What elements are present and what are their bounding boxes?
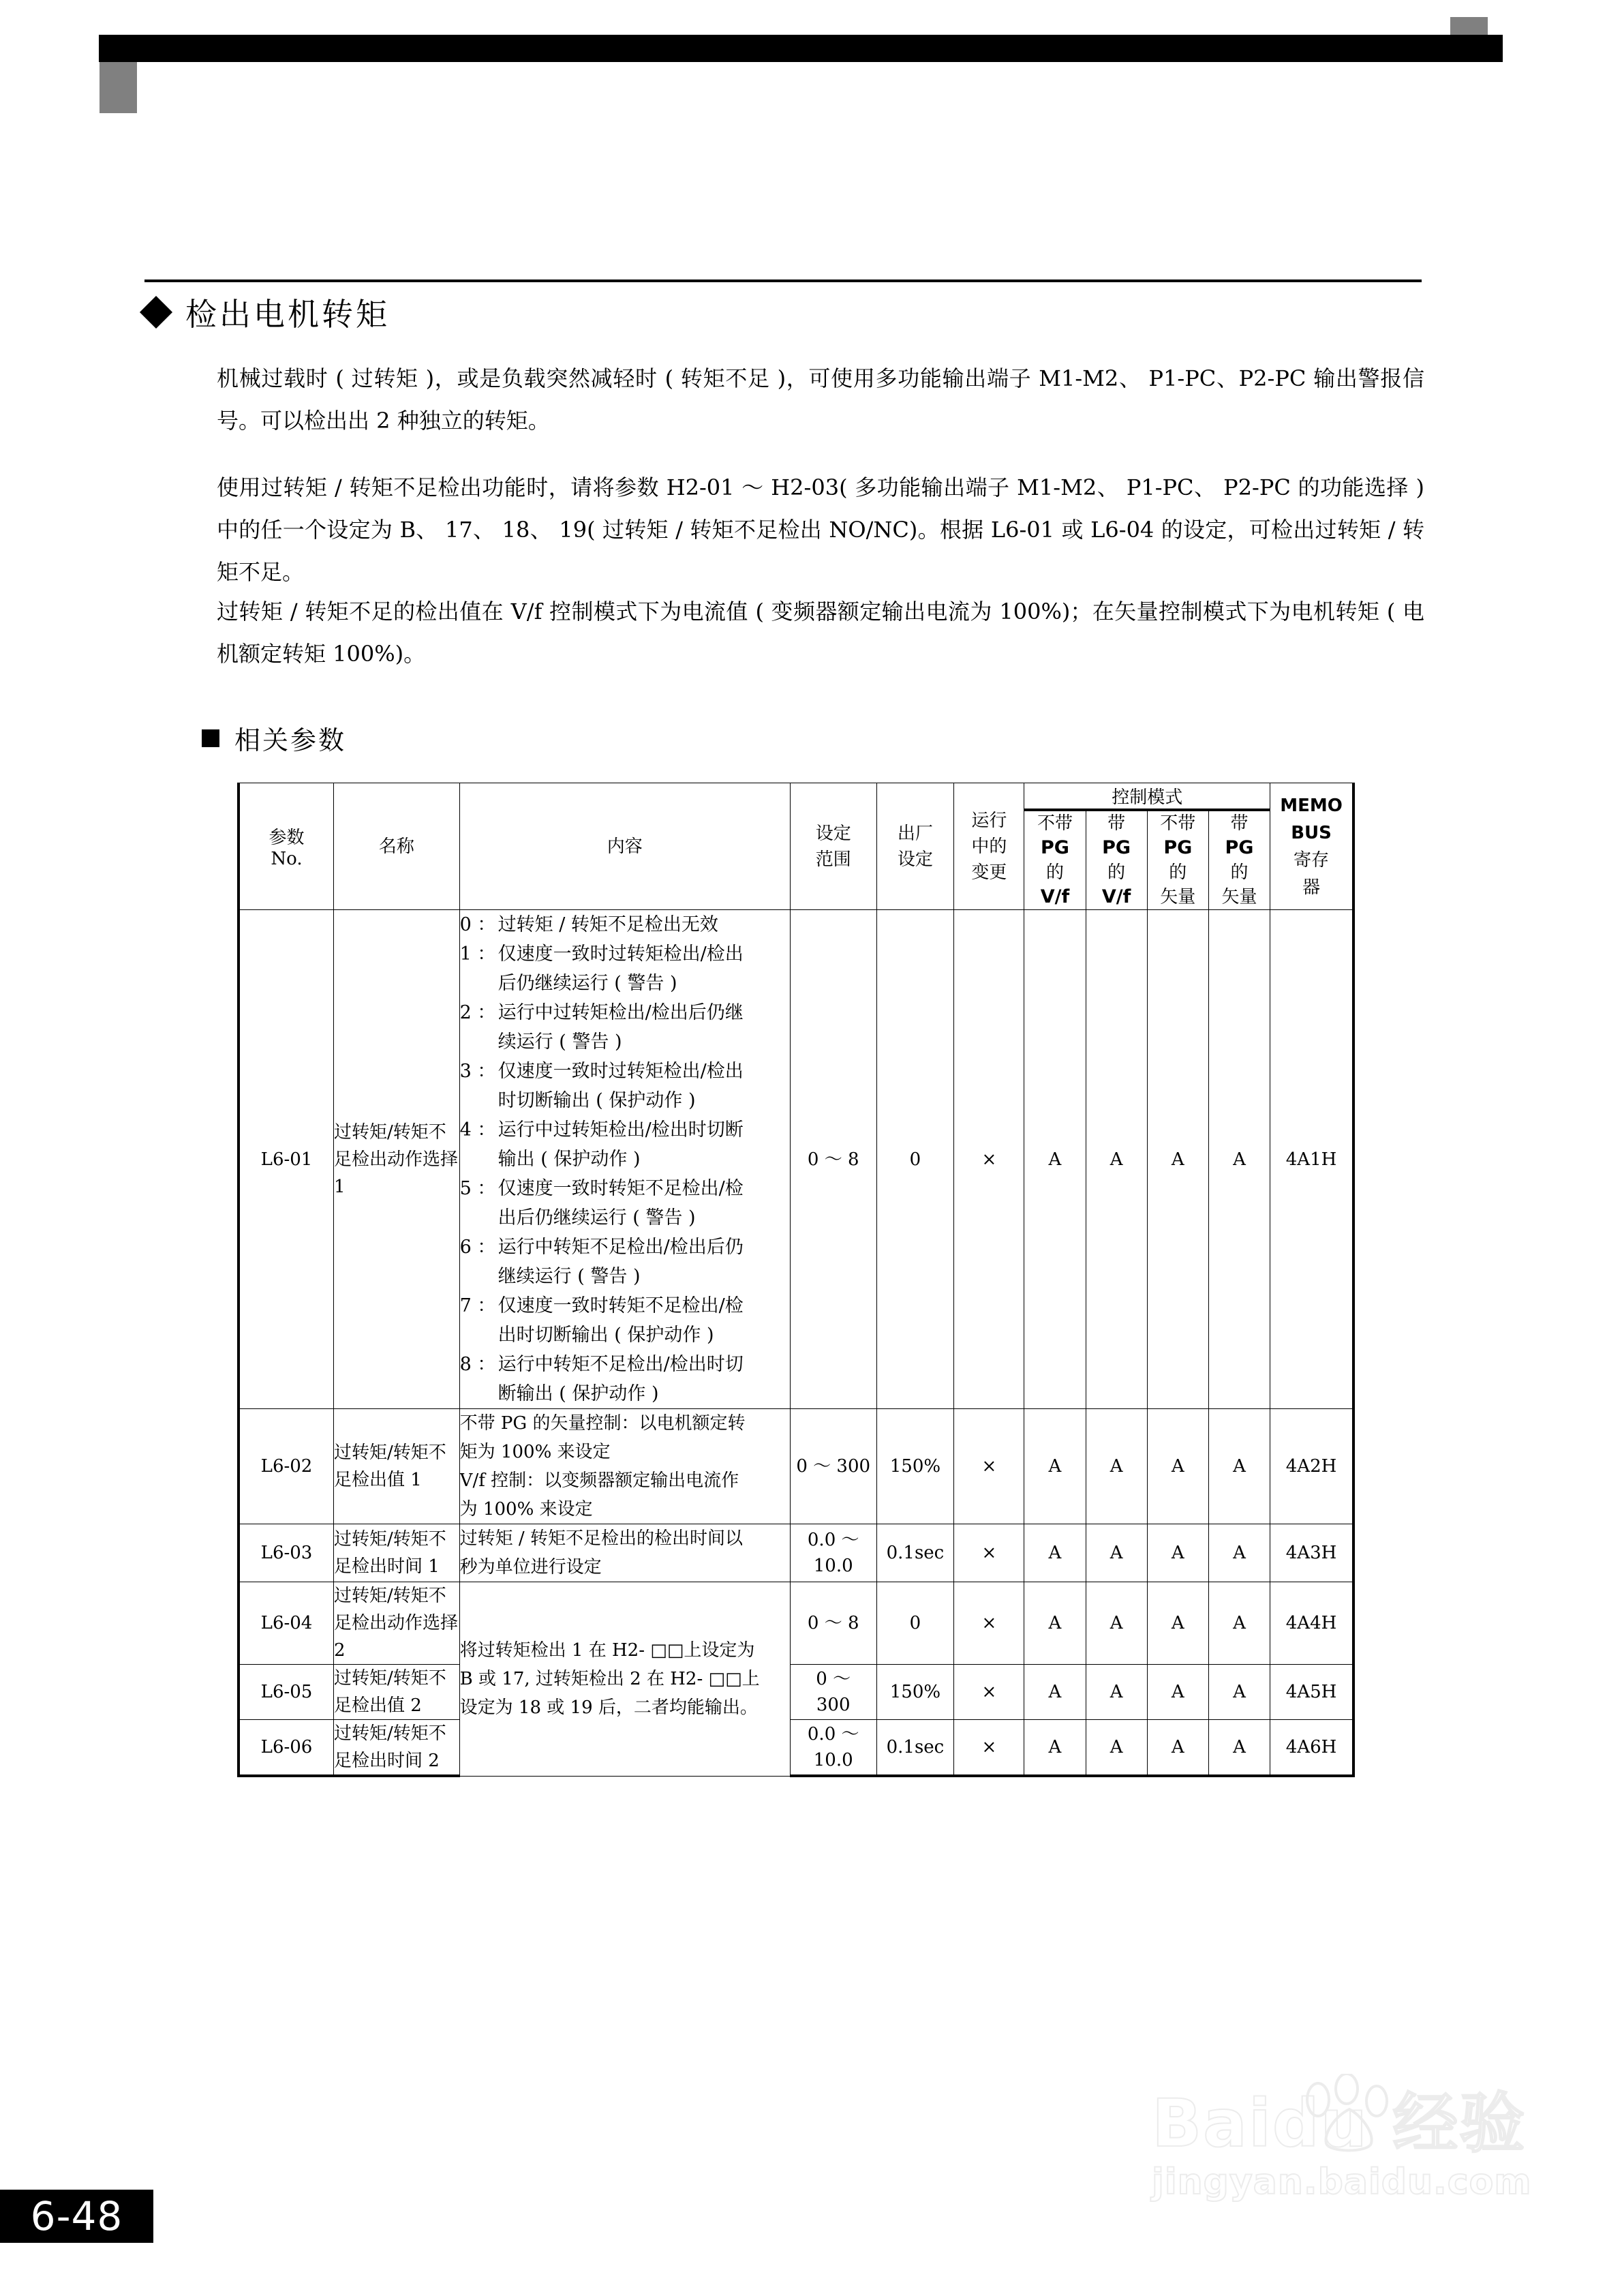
option-item: 6 ： 运行中转矩不足检出/检出后仍 bbox=[459, 1237, 744, 1258]
baidu-paw-icon bbox=[1296, 2074, 1405, 2156]
row-param-no: L6-01 bbox=[239, 910, 334, 1409]
row-mode-vf-nopg: A bbox=[1024, 910, 1086, 1409]
row-mode-vf-pg: A bbox=[1086, 1582, 1147, 1665]
header-factory-setting: 出厂 设定 bbox=[876, 783, 954, 910]
header-name: 名称 bbox=[334, 783, 460, 910]
row-change-during-run: × bbox=[954, 1720, 1024, 1777]
body-paragraph-3: 过转矩 / 转矩不足的检出值在 V/f 控制模式下为电流值 ( 变频器额定输出电流为 100%)；在矢量控制模式下为电机转矩 ( 电机额定转矩 100%)。 bbox=[217, 599, 1424, 667]
table-row bbox=[239, 910, 1353, 1409]
row-change-during-run: × bbox=[954, 1582, 1024, 1665]
option-item: 7 ： 仅速度一致时转矩不足检出/检 bbox=[459, 1295, 744, 1316]
row-param-name: 过转矩/转矩不足检出时间 1 bbox=[334, 1524, 460, 1582]
row-setting-range: 0 ～ 8 bbox=[790, 1582, 876, 1665]
row-factory-setting: 0 bbox=[876, 910, 954, 1409]
row-mode-vector-nopg: A bbox=[1147, 1720, 1208, 1777]
table-row bbox=[239, 1524, 1353, 1582]
row-mode-vector-nopg: A bbox=[1147, 1409, 1208, 1524]
row-setting-range: 0 ～ 300 bbox=[790, 1665, 876, 1720]
header-mode-vf-nopg: 不带 PG 的 V/f bbox=[1024, 810, 1086, 910]
row-mode-vector-nopg: A bbox=[1147, 1665, 1208, 1720]
table-row bbox=[239, 1409, 1353, 1524]
row-param-no: L6-02 bbox=[239, 1409, 334, 1524]
header-content: 内容 bbox=[459, 783, 790, 910]
row-mode-vector-pg: A bbox=[1208, 910, 1270, 1409]
body-paragraph-2: 使用过转矩 / 转矩不足检出功能时，请将参数 H2-01 ～ H2-03( 多功能输出端子 M1-M2、 P1-PC、 P2-PC 的功能选择 ) 中的任一个设定为 B、 17、 18、 19( 过转矩 / 转矩不足检出 NO/NC)。根据 L6-01 或 L6-04 的设定，可检出过转矩 / 转矩不足。 bbox=[217, 474, 1424, 585]
header-rule-black bbox=[99, 35, 1503, 62]
row-mode-vector-pg: A bbox=[1208, 1582, 1270, 1665]
watermark-sub-text: jingyan.baidu.com bbox=[1152, 2162, 1532, 2203]
row-factory-setting: 150% bbox=[876, 1409, 954, 1524]
row-memobus-register: 4A2H bbox=[1270, 1409, 1353, 1524]
related-parameters-table bbox=[237, 783, 1355, 1777]
option-item: 4 ： 运行中过转矩检出/检出时切断 bbox=[459, 1119, 744, 1141]
row-mode-vector-pg: A bbox=[1208, 1409, 1270, 1524]
page-number: 6-48 bbox=[0, 2190, 153, 2243]
row-mode-vector-nopg: A bbox=[1147, 910, 1208, 1409]
row-change-during-run: × bbox=[954, 1524, 1024, 1582]
row-mode-vf-nopg: A bbox=[1024, 1524, 1086, 1582]
row-param-name: 过转矩/转矩不足检出值 1 bbox=[334, 1409, 460, 1524]
row-mode-vector-pg: A bbox=[1208, 1665, 1270, 1720]
row-mode-vector-pg: A bbox=[1208, 1720, 1270, 1777]
row-mode-vf-pg: A bbox=[1086, 1409, 1147, 1524]
row-param-no: L6-03 bbox=[239, 1524, 334, 1582]
row-factory-setting: 0.1sec bbox=[876, 1720, 954, 1777]
option-item: 5 ： 仅速度一致时转矩不足检出/检 bbox=[459, 1178, 744, 1199]
row-param-name: 过转矩/转矩不足检出时间 2 bbox=[334, 1720, 460, 1777]
option-item: 3 ： 仅速度一致时过转矩检出/检出 bbox=[459, 1061, 744, 1082]
row-mode-vector-nopg: A bbox=[1147, 1524, 1208, 1582]
row-setting-range: 0.0 ～ 10.0 bbox=[790, 1720, 876, 1777]
row-memobus-register: 4A6H bbox=[1270, 1720, 1353, 1777]
table-row bbox=[239, 1665, 1353, 1720]
option-item: 0 ： 过转矩 / 转矩不足检出无效 bbox=[459, 914, 718, 935]
row-change-during-run: × bbox=[954, 1665, 1024, 1720]
row-change-during-run: × bbox=[954, 910, 1024, 1409]
row-mode-vf-nopg: A bbox=[1024, 1582, 1086, 1665]
table-row bbox=[239, 1582, 1353, 1665]
table-header-row-1 bbox=[239, 783, 1353, 811]
row-mode-vf-nopg: A bbox=[1024, 1665, 1086, 1720]
row-content-merged: 将过转矩检出 1 在 H2- □□上设定为 B 或 17, 过转矩检出 2 在 H2- □□上 设定为 18 或 19 后，二者均能输出。 bbox=[459, 1582, 790, 1777]
row-param-name: 过转矩/转矩不足检出动作选择 1 bbox=[334, 910, 460, 1409]
row-mode-vf-pg: A bbox=[1086, 910, 1147, 1409]
row-param-name: 过转矩/转矩不足检出动作选择 2 bbox=[334, 1582, 460, 1665]
row-memobus-register: 4A3H bbox=[1270, 1524, 1353, 1582]
section-title: 检出电机转矩 bbox=[185, 296, 390, 333]
header-control-mode-group: 控制模式 bbox=[1024, 783, 1270, 811]
square-bullet-icon bbox=[202, 729, 219, 747]
header-tab-left bbox=[100, 62, 137, 113]
option-item: 2 ： 运行中过转矩检出/检出后仍继 bbox=[459, 1002, 744, 1023]
row-param-name: 过转矩/转矩不足检出值 2 bbox=[334, 1665, 460, 1720]
page-header-decoration bbox=[0, 0, 1622, 150]
row-memobus-register: 4A1H bbox=[1270, 910, 1353, 1409]
row-mode-vector-nopg: A bbox=[1147, 1582, 1208, 1665]
section-top-rule bbox=[144, 280, 1422, 282]
row-mode-vf-pg: A bbox=[1086, 1720, 1147, 1777]
row-content bbox=[459, 910, 790, 1409]
subsection-heading bbox=[202, 719, 346, 757]
table-row bbox=[239, 1720, 1353, 1777]
row-factory-setting: 150% bbox=[876, 1665, 954, 1720]
header-memobus-register: MEMO BUS 寄存 器 bbox=[1270, 783, 1353, 910]
row-mode-vf-pg: A bbox=[1086, 1665, 1147, 1720]
row-memobus-register: 4A5H bbox=[1270, 1665, 1353, 1720]
subsection-title: 相关参数 bbox=[234, 725, 347, 755]
row-factory-setting: 0 bbox=[876, 1582, 954, 1665]
header-mode-vf-pg: 带 PG 的 V/f bbox=[1086, 810, 1147, 910]
option-list: 0 ： 过转矩 / 转矩不足检出无效 1 ： 仅速度一致时过转矩检出/检出 后仍继续运行 ( 警告 ) 2 ： 运行中过转矩检出/检出后仍继 续运行 ( 警告 ) 3 ： 仅速度一致时过转矩检出/检出 时切断输出 ( 保护动作 ) 4 ： 运行中过转矩检出/检出时切断 输出 ( 保护动作 ) 5 ： 仅速度一致时转矩不足检出/检 出后仍继续运行 ( 警告 ) 6 ： 运行中转矩不足检出/检出后仍 继续运行 ( 警告 ) 7 ： 仅速度一致时转矩不足检出/检 出时切断输出 ( 保护动作 ) 8 ： 运行中转矩不足检出/检出时切 断输出 ( 保护动作 ) bbox=[460, 910, 790, 1408]
header-setting-range: 设定 范围 bbox=[790, 783, 876, 910]
row-param-no: L6-04 bbox=[239, 1582, 334, 1665]
baidu-jingyan-watermark bbox=[1152, 2086, 1574, 2256]
row-mode-vector-pg: A bbox=[1208, 1524, 1270, 1582]
header-mode-vector-pg: 带 PG 的 矢量 bbox=[1208, 810, 1270, 910]
option-item: 1 ： 仅速度一致时过转矩检出/检出 bbox=[459, 943, 744, 965]
row-mode-vf-nopg: A bbox=[1024, 1720, 1086, 1777]
row-content: 过转矩 / 转矩不足检出的检出时间以 秒为单位进行设定 bbox=[459, 1524, 790, 1582]
row-mode-vf-pg: A bbox=[1086, 1524, 1147, 1582]
row-content: 不带 PG 的矢量控制：以电机额定转 矩为 100% 来设定 V/f 控制：以变频器额定输出电流作 为 100% 来设定 bbox=[459, 1409, 790, 1524]
header-mode-vector-nopg: 不带 PG 的 矢量 bbox=[1147, 810, 1208, 910]
row-factory-setting: 0.1sec bbox=[876, 1524, 954, 1582]
section-heading bbox=[144, 290, 390, 335]
row-mode-vf-nopg: A bbox=[1024, 1409, 1086, 1524]
option-item: 8 ： 运行中转矩不足检出/检出时切 bbox=[459, 1354, 744, 1375]
row-change-during-run: × bbox=[954, 1409, 1024, 1524]
row-memobus-register: 4A4H bbox=[1270, 1582, 1353, 1665]
row-setting-range: 0 ～ 8 bbox=[790, 910, 876, 1409]
header-param-no: 参数 No. bbox=[239, 783, 334, 910]
body-paragraph-1: 机械过载时 ( 过转矩 )，或是负载突然减轻时 ( 转矩不足 )，可使用多功能输出端子 M1-M2、 P1-PC、P2-PC 输出警报信号。可以检出出 2 种独立的转矩。 bbox=[217, 365, 1424, 434]
row-param-no: L6-06 bbox=[239, 1720, 334, 1777]
related-parameters-table-wrapper bbox=[237, 783, 1355, 1777]
diamond-bullet-icon bbox=[140, 296, 172, 329]
row-setting-range: 0.0 ～ 10.0 bbox=[790, 1524, 876, 1582]
watermark-main-text: Baidu 经验 bbox=[1152, 2085, 1527, 2162]
row-param-no: L6-05 bbox=[239, 1665, 334, 1720]
header-change-during-run: 运行 中的 变更 bbox=[954, 783, 1024, 910]
row-setting-range: 0 ～ 300 bbox=[790, 1409, 876, 1524]
